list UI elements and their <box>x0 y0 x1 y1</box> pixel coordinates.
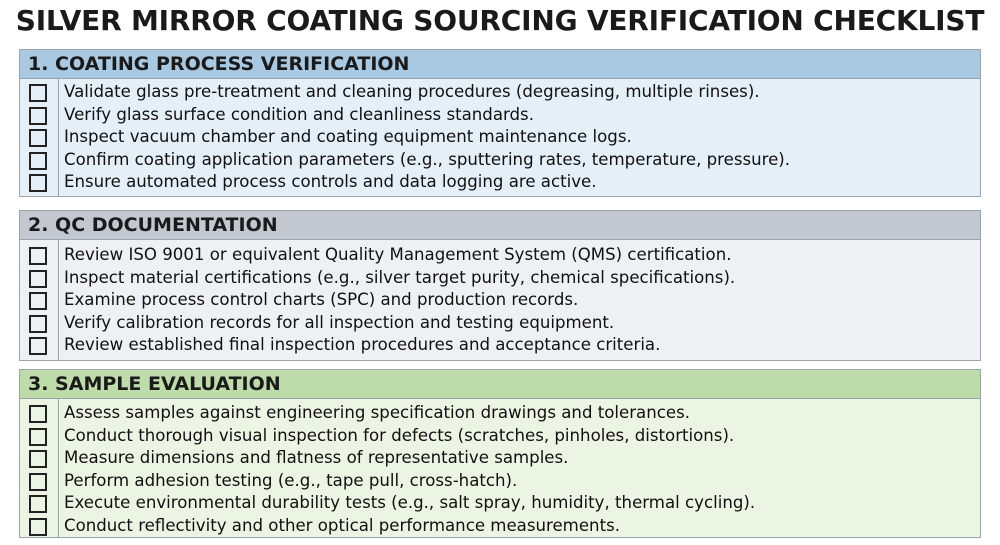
checklist-item <box>20 149 980 172</box>
checklist-item-text: Verify calibration records for all inspection and testing equipment. <box>64 312 615 332</box>
checklist-items <box>20 244 980 357</box>
checkbox[interactable] <box>29 495 47 513</box>
checklist-item-text: Conduct thorough visual inspection for defects (scratches, pinholes, distortions). <box>64 425 735 445</box>
section-heading: 1. COATING PROCESS VERIFICATION <box>20 50 980 79</box>
checkbox[interactable] <box>29 247 47 265</box>
checkbox[interactable] <box>29 107 47 125</box>
checklist-item <box>20 104 980 127</box>
checklist-item <box>20 289 980 312</box>
checkbox[interactable] <box>29 428 47 446</box>
checklist-item <box>20 81 980 104</box>
checklist-item-text: Inspect vacuum chamber and coating equipment maintenance logs. <box>64 127 632 146</box>
checklist-item-text: Review established final inspection procedures and acceptance criteria. <box>64 335 661 354</box>
checklist-items <box>20 402 980 537</box>
checklist-item <box>20 312 980 335</box>
checklist-item-text: Assess samples against engineering specification drawings and tolerances. <box>64 403 690 422</box>
section-body <box>20 240 980 360</box>
section-heading: 3. SAMPLE EVALUATION <box>20 370 980 399</box>
checklist-item <box>20 402 980 425</box>
checklist-item <box>20 244 980 267</box>
section-heading: 2. QC DOCUMENTATION <box>20 211 980 240</box>
checklist-item <box>20 334 980 357</box>
checklist-item-text: Validate glass pre-treatment and cleaning procedures (degreasing, multiple rinses). <box>64 82 760 101</box>
checklist-item <box>20 425 980 448</box>
checklist-item-text: Ensure automated process controls and data logging are active. <box>64 172 597 191</box>
checkbox[interactable] <box>29 84 47 102</box>
checkbox[interactable] <box>29 337 47 355</box>
checklist-item-text: Execute environmental durability tests (e.g., salt spray, humidity, thermal cycling). <box>64 493 756 512</box>
checkbox[interactable] <box>29 405 47 423</box>
checkbox[interactable] <box>29 129 47 147</box>
page-title: SILVER MIRROR COATING SOURCING VERIFICATION CHECKLIST <box>15 4 985 37</box>
checklist-item-text: Review ISO 9001 or equivalent Quality Management System (QMS) certification. <box>64 245 732 264</box>
checklist-item <box>20 470 980 493</box>
checklist-item <box>20 171 980 194</box>
checkbox[interactable] <box>29 315 47 333</box>
checklist-item-text: Perform adhesion testing (e.g., tape pull, cross-hatch). <box>64 470 518 490</box>
checklist-item <box>20 126 980 149</box>
checkbox[interactable] <box>29 450 47 468</box>
section-sample-evaluation <box>19 369 981 538</box>
checkbox[interactable] <box>29 270 47 288</box>
checklist-item-text: Verify glass surface condition and cleanliness standards. <box>64 104 534 124</box>
checklist-item <box>20 492 980 515</box>
checkbox[interactable] <box>29 518 47 536</box>
checklist-item <box>20 515 980 538</box>
checklist-item-text: Examine process control charts (SPC) and production records. <box>64 290 579 309</box>
checklist-item <box>20 267 980 290</box>
checkbox[interactable] <box>29 152 47 170</box>
checkbox[interactable] <box>29 174 47 192</box>
checklist-item-text: Inspect material certifications (e.g., silver target purity, chemical specifications). <box>64 267 736 287</box>
section-coating-process-verification <box>19 49 981 197</box>
checkbox[interactable] <box>29 473 47 491</box>
checklist-items <box>20 81 980 194</box>
section-body <box>20 79 980 196</box>
checklist-item-text: Conduct reflectivity and other optical performance measurements. <box>64 515 620 535</box>
checklist-item-text: Measure dimensions and flatness of representative samples. <box>64 448 569 467</box>
checklist-item-text: Confirm coating application parameters (e.g., sputtering rates, temperature, pressure). <box>64 149 791 169</box>
section-body <box>20 399 980 537</box>
checkbox[interactable] <box>29 292 47 310</box>
section-qc-documentation <box>19 210 981 361</box>
checklist-item <box>20 447 980 470</box>
